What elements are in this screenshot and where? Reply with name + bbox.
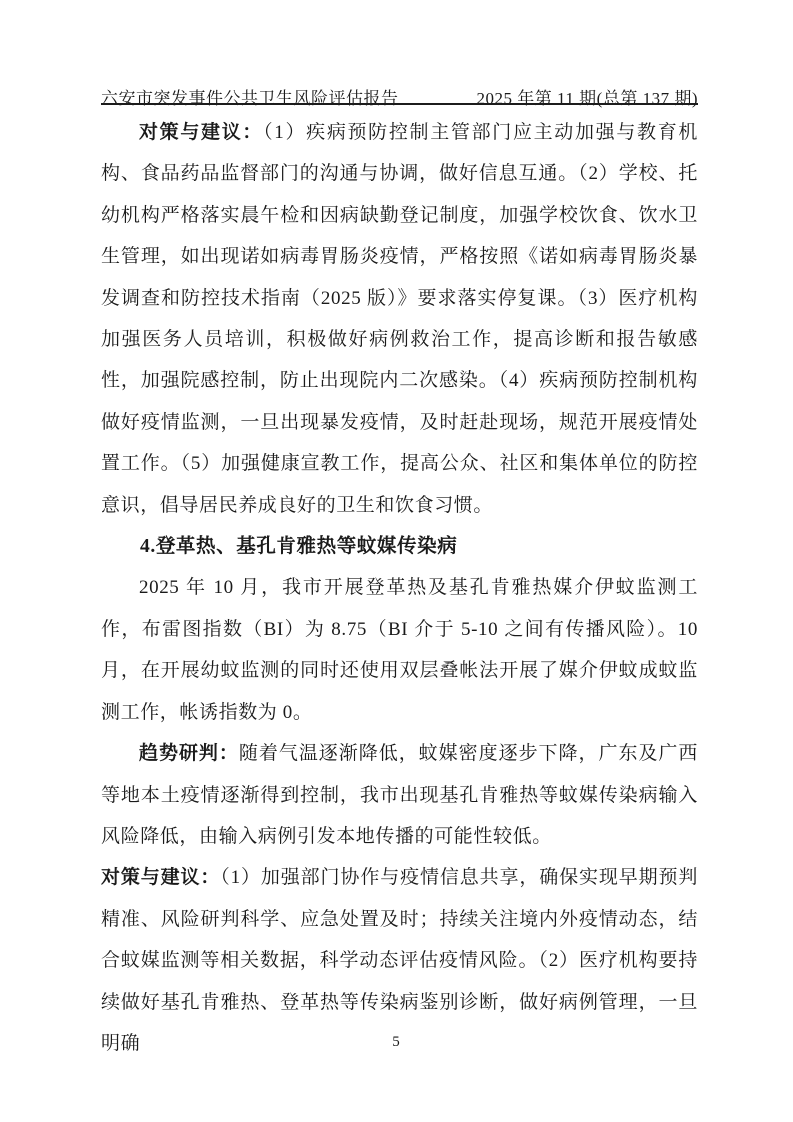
- paragraph-mosquito-surveillance: [101, 567, 698, 733]
- page-number: 5: [392, 1034, 401, 1050]
- paragraph-countermeasures-norovirus: [101, 112, 698, 526]
- paragraph-lead: 对策与建议：: [101, 867, 221, 889]
- section-heading-dengue-chikungunya: 4.登革热、基孔肯雅热等蚊媒传染病: [140, 536, 458, 558]
- document-body: [101, 112, 698, 1064]
- paragraph-text: 2025 年 10 月，我市开展登革热及基孔肯雅热媒介伊蚊监测工作，布雷图指数（BI）为 8.75（BI 介于 5-10 之间有传播风险）。10 月，在开展幼蚊监测的同时还使用双层叠帐法开展了媒介伊蚊成蚊监测工作，帐诱指数为 0。: [101, 577, 698, 723]
- page-footer: [0, 1034, 793, 1051]
- header-rule: [101, 103, 698, 105]
- paragraph-lead: 对策与建议：: [139, 122, 264, 143]
- report-title: 六安市突发事件公共卫生风险评估报告: [101, 89, 399, 108]
- paragraph-text: （1）疾病预防控制主管部门应主动加强与教育机构、食品药品监督部门的沟通与协调，做好信息互通。（2）学校、托幼机构严格落实晨午检和因病缺勤登记制度，加强学校饮食、饮水卫生管理，如出现诺如病毒胃肠炎疫情，严格按照《诺如病毒胃肠炎暴发调查和防控技术指南（2025 版）》要求落实停复课。（3）医疗机构加强医务人员培训，积极做好病例救治工作，提高诊断和报告敏感性，加强院感控制，防止出现院内二次感染。（4）疾病预防控制机构做好疫情监测，一旦出现暴发疫情，及时赶赴现场，规范开展疫情处置工作。（5）加强健康宣教工作，提高公众、社区和集体单位的防控意识，倡导居民养成良好的卫生和饮食习惯。: [101, 122, 698, 516]
- page-header: [101, 84, 698, 109]
- paragraph-text: （1）加强部门协作与疫情信息共享，确保实现早期预判精准、风险研判科学、应急处置及时；持续关注境内外疫情动态，结合蚊媒监测等相关数据，科学动态评估疫情风险。（2）医疗机构要持续做好基孔肯雅热、登革热等传染病鉴别诊断，做好病例管理，一旦明确: [101, 867, 698, 1054]
- paragraph-trend-analysis: [101, 733, 698, 857]
- paragraph-text: 随着气温逐渐降低，蚊媒密度逐步下降，广东及广西等地本土疫情逐渐得到控制，我市出现基孔肯雅热等蚊媒传染病输入风险降低，由输入病例引发本地传播的可能性较低。: [101, 743, 698, 847]
- paragraph-lead: 趋势研判：: [139, 743, 239, 765]
- issue-number: 2025 年第 11 期(总第 137 期): [476, 89, 698, 108]
